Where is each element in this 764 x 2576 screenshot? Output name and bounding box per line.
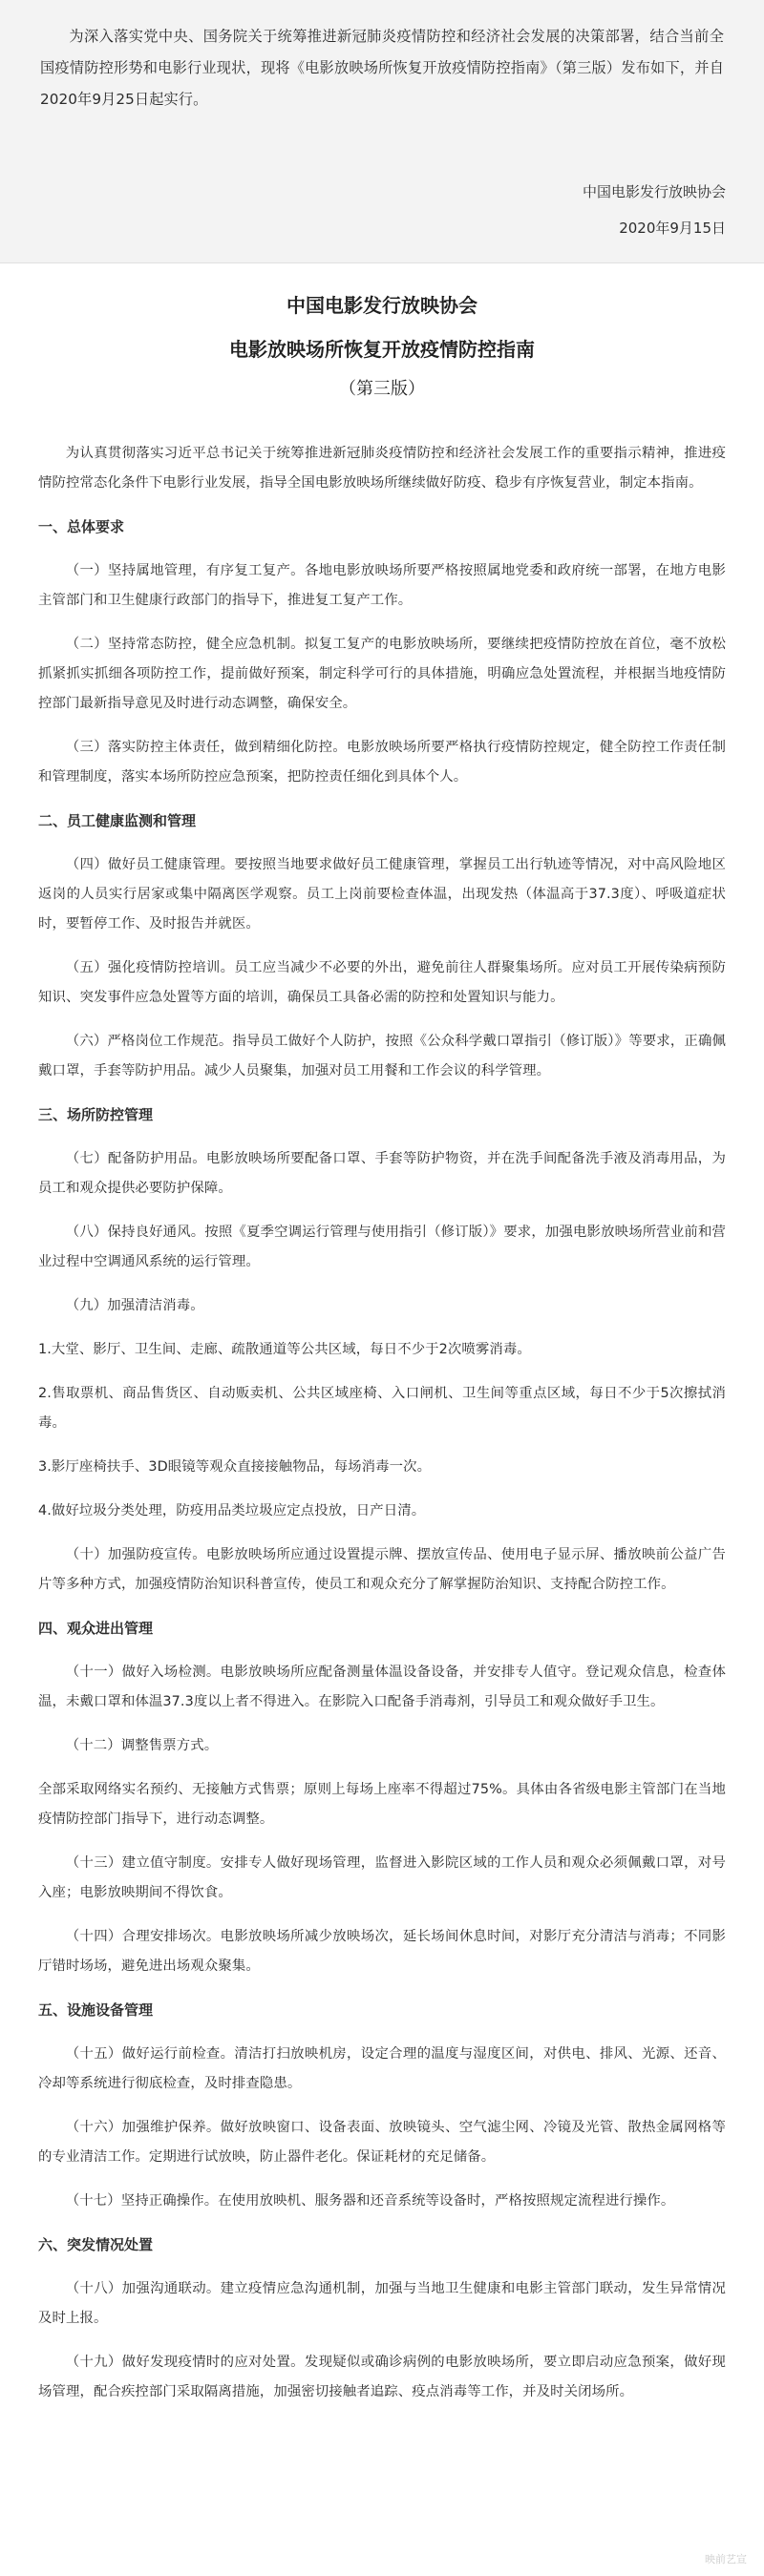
clause-paragraph: （十）加强防疫宣传。电影放映场所应通过设置提示牌、摆放宣传品、使用电子显示屏、播放映前公益广告片等多种方式，加强疫情防治知识科普宣传，使员工和观众充分了解掌握防治知识、支持配合防控工作。	[38, 1547, 726, 1592]
clause-paragraph: （十六）加强维护保养。做好放映窗口、设备表面、放映镜头、空气滤尘网、冷镜及光管、散热金属网格等的专业清洁工作。定期进行试放映，防止器件老化。保证耗材的充足储备。	[38, 2120, 726, 2165]
clause-paragraph: （三）落实防控主体责任，做到精细化防控。电影放映场所要严格执行疫情防控规定，健全防控工作责任制和管理制度，落实本场所防控应急预案，把防控责任细化到具体个人。	[38, 740, 726, 785]
clause-paragraph: （十二）调整售票方式。	[65, 1738, 219, 1753]
intro-paragraph: 为认真贯彻落实习近平总书记关于统筹推进新冠肺炎疫情防控和经济社会发展工作的重要指示精神，推进疫情防控常态化条件下电影行业发展，指导全国电影放映场所继续做好防疫、稳步有序恢复营业，制定本指南。	[38, 446, 726, 491]
clause-paragraph: （六）严格岗位工作规范。指导员工做好个人防护，按照《公众科学戴口罩指引（修订版）》等要求，正确佩戴口罩，手套等防护用品。减少人员聚集，加强对员工用餐和工作会议的科学管理。	[38, 1034, 726, 1079]
notice-signature-org: 中国电影发行放映协会	[582, 183, 726, 200]
clause-paragraph: （八）保持良好通风。按照《夏季空调运行管理与使用指引（修订版）》要求，加强电影放映场所营业前和营业过程中空调通风系统的运行管理。	[38, 1225, 726, 1269]
edition-label: （第三版）	[339, 379, 425, 399]
list-item: 3.影厅座椅扶手、3D眼镜等观众直接接触物品，每场消毒一次。	[38, 1459, 432, 1475]
clause-paragraph: （四）做好员工健康管理。要按照当地要求做好员工健康管理，掌握员工出行轨迹等情况，对中高风险地区返岗的人员实行居家或集中隔离医学观察。员工上岗前要检查体温，出现发热（体温高于37.3度）、呼吸道症状时，要暂停工作、及时报告并就医。	[38, 857, 726, 932]
clause-paragraph: （二）坚持常态防控，健全应急机制。拟复工复产的电影放映场所，要继续把疫情防控放在首位，毫不放松抓紧抓实抓细各项防控工作，提前做好预案，制定科学可行的具体措施，明确应急处置流程，并根据当地疫情防控部门最新指导意见及时进行动态调整，确保安全。	[38, 637, 726, 711]
watermark-text: 映前艺宣	[705, 2553, 747, 2566]
clause-paragraph: （十七）坚持正确操作。在使用放映机、服务器和还音系统等设备时，严格按照规定流程进行操作。	[65, 2193, 675, 2209]
clause-paragraph: （五）强化疫情防控培训。员工应当减少不必要的外出，避免前往人群聚集场所。应对员工开展传染病预防知识、突发事件应急处置等方面的培训，确保员工具备必需的防控和处置知识与能力。	[38, 960, 726, 1005]
clause-paragraph: （十四）合理安排场次。电影放映场所减少放映场次，延长场间休息时间，对影厅充分清洁与消毒；不同影厅错时场场，避免进出场观众聚集。	[38, 1929, 726, 1974]
list-item: 2.售取票机、商品售货区、自动贩卖机、公共区域座椅、入口闸机、卫生间等重点区域，每日不少于5次擦拭消毒。	[38, 1386, 726, 1431]
clause-paragraph: （十八）加强沟通联动。建立疫情应急沟通机制，加强与当地卫生健康和电影主管部门联动，发生异常情况及时上报。	[38, 2281, 726, 2326]
list-item: 4.做好垃圾分类处理，防疫用品类垃圾应定点投放，日产日清。	[38, 1503, 426, 1518]
clause-paragraph: （十九）做好发现疫情时的应对处置。发现疑似或确诊病例的电影放映场所，要立即启动应急预案，做好现场管理，配合疾控部门采取隔离措施，加强密切接触者追踪、疫点消毒等工作，并及时关闭场所。	[38, 2355, 726, 2399]
clause-paragraph: （十五）做好运行前检查。清洁打扫放映机房，设定合理的温度与湿度区间，对供电、排风、光源、还音、冷却等系统进行彻底检查，及时排查隐患。	[38, 2046, 726, 2091]
section-heading: 三、场所防控管理	[38, 1106, 154, 1123]
issuing-org: 中国电影发行放映协会	[286, 294, 478, 317]
clause-paragraph: （九）加强清洁消毒。	[65, 1298, 204, 1313]
document-title: 电影放映场所恢复开放疫情防控指南	[229, 338, 535, 361]
list-item: 1.大堂、影厅、卫生间、走廊、疏散通道等公共区域，每日不少于2次喷雾消毒。	[38, 1342, 531, 1357]
section-heading: 二、员工健康监测和管理	[38, 812, 197, 829]
notice-signature-date: 2020年9月15日	[619, 220, 726, 237]
section-heading: 四、观众进出管理	[38, 1620, 154, 1637]
notice-paragraph: 为深入落实党中央、国务院关于统筹推进新冠肺炎疫情防控和经济社会发展的决策部署，结合当前全国疫情防控形势和电影行业现状，现将《电影放映场所恢复开放疫情防控指南》（第三版）发布如下，并自2020年9月25日起实行。	[40, 28, 724, 108]
clause-paragraph: （七）配备防护用品。电影放映场所要配备口罩、手套等防护物资，并在洗手间配备洗手液及消毒用品，为员工和观众提供必要防护保障。	[38, 1151, 726, 1196]
section-heading: 五、设施设备管理	[38, 2001, 154, 2019]
section-heading: 一、总体要求	[38, 518, 125, 535]
clause-paragraph: （一）坚持属地管理，有序复工复产。各地电影放映场所要严格按照属地党委和政府统一部署，在地方电影主管部门和卫生健康行政部门的指导下，推进复工复产工作。	[38, 563, 726, 608]
clause-paragraph: （十一）做好入场检测。电影放映场所应配备测量体温设备设备，并安排专人值守。登记观众信息，检查体温，未戴口罩和体温37.3度以上者不得进入。在影院入口配备手消毒剂，引导员工和观众做好手卫生。	[38, 1665, 726, 1709]
document-title-block	[0, 291, 764, 404]
clause-paragraph: 全部采取网络实名预约、无接触方式售票；原则上每场上座率不得超过75%。具体由各省级电影主管部门在当地疫情防控部门指导下，进行动态调整。	[38, 1782, 726, 1827]
notice-block	[0, 0, 764, 263]
section-heading: 六、突发情况处置	[38, 2236, 154, 2253]
clause-paragraph: （十三）建立值守制度。安排专人做好现场管理，监督进入影院区域的工作人员和观众必须佩戴口罩，对号入座；电影放映期间不得饮食。	[38, 1855, 726, 1900]
document-body	[38, 439, 726, 2421]
